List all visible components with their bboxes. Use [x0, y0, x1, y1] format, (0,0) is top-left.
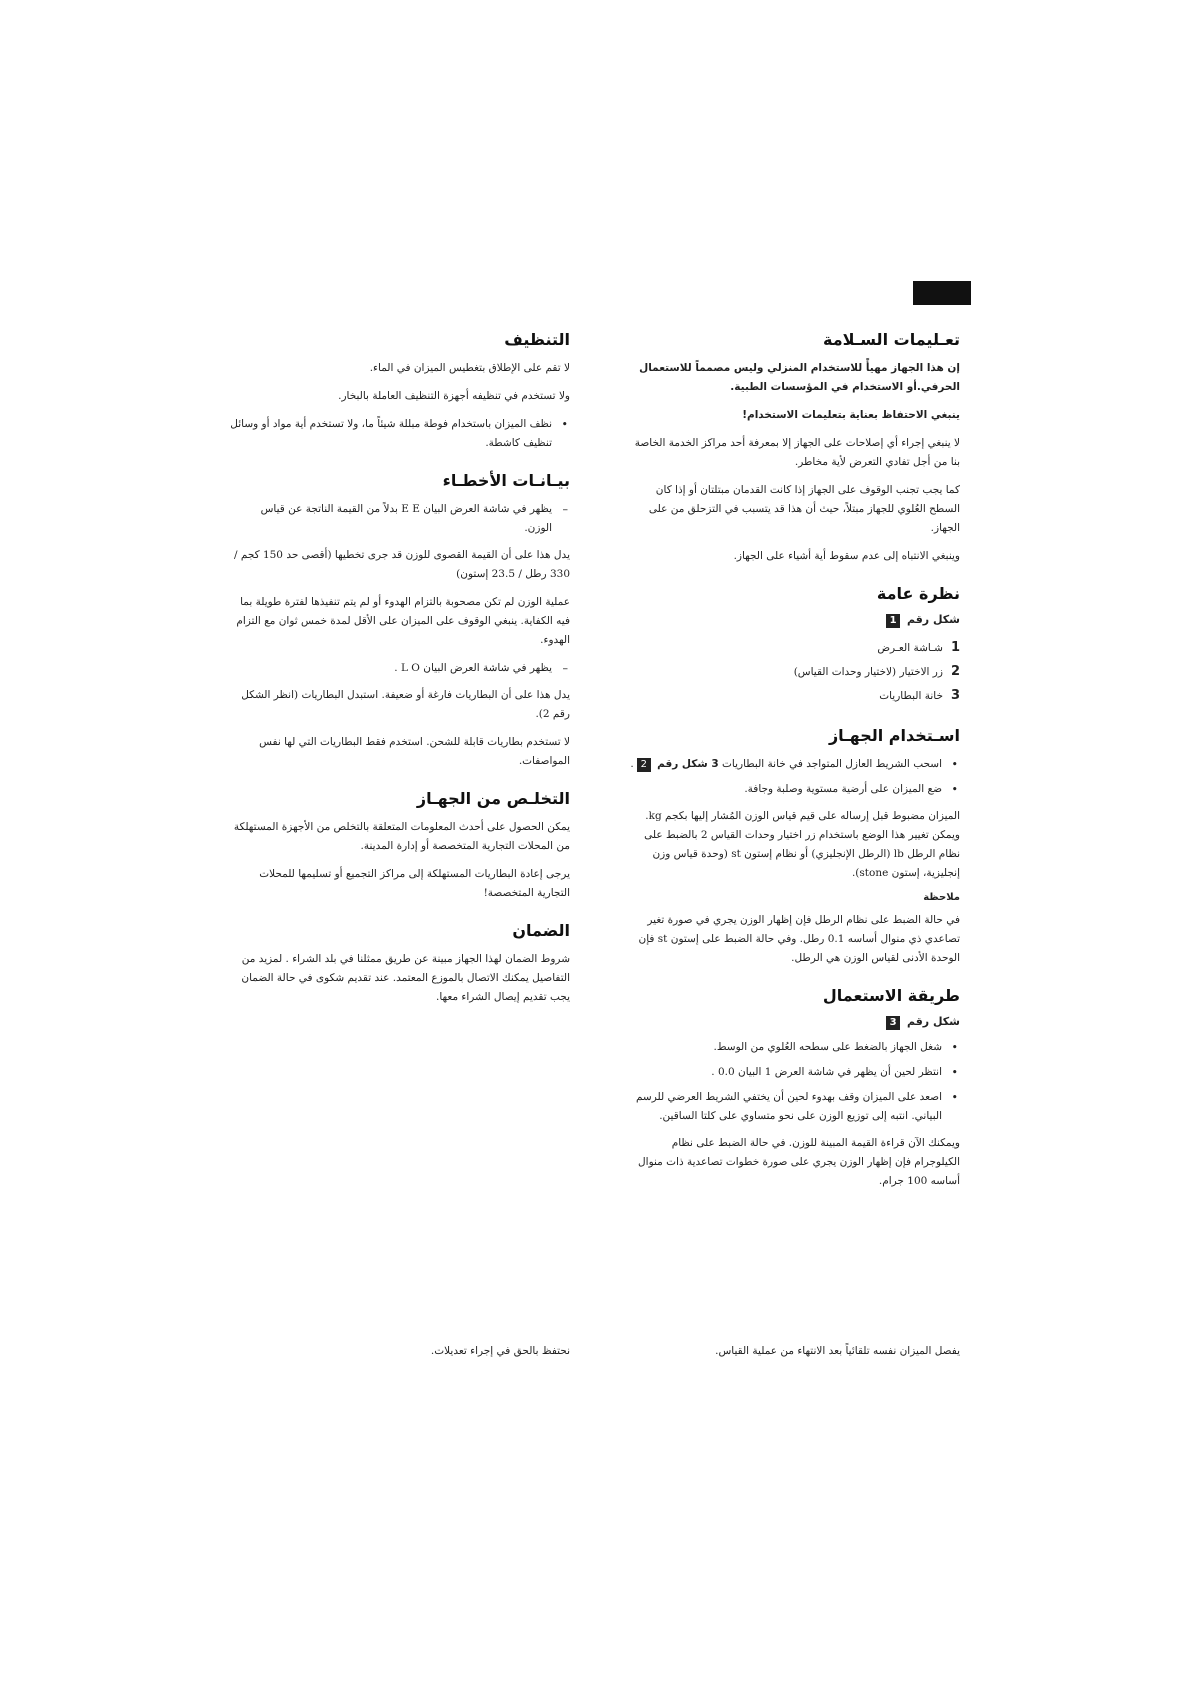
operation-paragraph: ويمكنك الآن قراءة القيمة المبينة للوزن. في حالة الضبط على نظام الكيلوجرام فإن إظهار الوزن يجري على صورة خطوات تصاعدية ذات منوال أساسه 100 جرام.: [638, 1137, 960, 1187]
operation-bullets: [625, 1038, 960, 1126]
cleaning-bullets: [230, 415, 570, 453]
disposal-paragraph: يمكن الحصول على أحدث المعلومات المتعلقة بالتخلص من الأجهزة المستهلكة من المحلات التجارية المتخصصة أو إدارة المدينة.: [233, 821, 570, 852]
list-item: – يظهر في شاشة العرض البيان E E بدلاً من القيمة الناتجة عن قياس الوزن.: [230, 500, 570, 538]
safety-intro: إن هذا الجهاز مهيأً للاستخدام المنزلي وليس مصمماً للاستعمال الحرفي.أو الاستخدام في المؤسسات الطبية.: [639, 362, 960, 393]
figure-number-box: 2: [637, 758, 651, 772]
list-item: • اسحب الشريط العازل المتواجد في خانة البطاريات 3 شكل رقم 2.: [625, 755, 960, 774]
list-item: • انتظر لحين أن يظهر في شاشة العرض 1 البيان 0.0 .: [625, 1063, 960, 1082]
errors-paragraph: عملية الوزن لم تكن مصحوبة بالتزام الهدوء أو لم يتم تنفيذها لفترة طويلة بما فيه الكفاية. ينبغي الوقوف على الميزان على الأقل لمدة خمس ثوان مع التزام الهدوء.: [236, 596, 570, 646]
safety-title: تعـليمات السـلامة: [823, 330, 960, 349]
safety-section: [625, 330, 960, 566]
safety-paragraph: وينبغي الانتباه إلى عدم سقوط أية أشياء على الجهاز.: [733, 550, 960, 562]
figure-number-box: 1: [886, 614, 900, 628]
disposal-title: التخلـص من الجهـاز: [416, 789, 570, 808]
usage-bullets: [625, 755, 960, 799]
list-item: • نظف الميزان باستخدام فوطة مبللة شيئاً ما، ولا تستخدم أية مواد أو وسائل تنظيف كاشطة.: [230, 415, 570, 453]
usage-paragraph: الميزان مضبوط قبل إرساله على قيم قياس الوزن المُشار إليها بكجم kg. ويمكن تغيير هذا الوضع باستخدام زر اختيار وحدات القياس 2 بالضبط على نظام الرطل lb (الرطل الإنجليزي) أو نظام إستون st (وحدة قياس وزن إنجليزية، إستون stone).: [644, 810, 960, 879]
errors-paragraph: لا تستخدم بطاريات قابلة للشحن. استخدم فقط البطاريات التي لها نفس المواصفات.: [259, 736, 570, 767]
disposal-paragraph: يرجى إعادة البطاريات المستهلكة إلى مراكز التجميع أو تسليمها للمحلات التجارية المتخصصة!: [259, 868, 570, 899]
cleaning-paragraph: لا تقم على الإطلاق بتغطيس الميزان في الماء.: [369, 362, 570, 374]
error-dash-list: [230, 659, 570, 678]
warranty-paragraph: شروط الضمان لهذا الجهاز مبينة عن طريق ممثلنا في بلد الشراء . لمزيد من التفاصيل يمكنك الاتصال بالموزع المعتمد. عند تقديم شكوى في حالة الضمان يجب تقديم إيصال الشراء معها.: [241, 953, 570, 1003]
list-item: • ضع الميزان على أرضية مستوية وصلبة وجافة.: [625, 780, 960, 799]
usage-title: اسـتخدام الجهـاز: [828, 726, 960, 745]
list-item: • اصعد على الميزان وقف بهدوء لحين أن يختفي الشريط العرضي للرسم البياني. انتبه إلى توزيع الوزن على نحو متساوي على كلتا الساقين.: [625, 1088, 960, 1126]
disposal-section: [230, 789, 570, 903]
figure-reference: [625, 613, 960, 628]
list-item: 2زر الاختيار (لاختيار وحدات القياس): [793, 664, 960, 679]
errors-section: [230, 471, 570, 771]
parts-list: [625, 636, 960, 708]
figure-reference: [625, 1015, 960, 1030]
figure-label: شكل رقم: [906, 1015, 960, 1028]
language-tab-marker: [913, 281, 971, 305]
operation-section: [625, 986, 960, 1191]
safety-warning: ينبغي الاحتفاظ بعناية بتعليمات الاستخدام!: [742, 409, 960, 421]
warranty-title: الضمان: [512, 921, 570, 940]
errors-paragraph: يدل هذا على أن القيمة القصوى للوزن قد جرى تخطيها (أقصى حد 150 كجم / 330 رطل / 23.5 إستون): [233, 549, 570, 580]
safety-paragraph: كما يجب تجنب الوقوف على الجهاز إذا كانت القدمان مبتلتان أو إذا كان السطح العُلوي للجهاز مبتلاً، حيث أن هذا قد يتسبب في التزحلق من على الجهاز.: [648, 484, 960, 534]
warranty-section: [230, 921, 570, 1007]
figure-number-box: 3: [886, 1016, 900, 1030]
overview-title: نظرة عامة: [876, 584, 960, 603]
right-column: [625, 330, 960, 1209]
modification-note: نحتفظ بالحق في إجراء تعديلات.: [430, 1345, 570, 1357]
safety-paragraph: لا ينبغي إجراء أي إصلاحات على الجهاز إلا بمعرفة أحد مراكز الخدمة الخاصة بنا من أجل تفادي التعرض لأية مخاطر.: [634, 437, 960, 468]
figure-label: شكل رقم: [906, 613, 960, 626]
operation-title: طريقة الاستعمال: [822, 986, 960, 1005]
cleaning-paragraph: ولا تستخدم في تنظيفه أجهزة التنظيف العاملة بالبخار.: [338, 390, 570, 402]
list-item: 1شـاشة العـرض: [877, 640, 960, 655]
note-text: في حالة الضبط على نظام الرطل فإن إظهار الوزن يجري في صورة تغير تصاعدي ذي منوال أساسه 0.1 رطل. وفي حالة الضبط على إستون st فإن الوحدة الأدنى لقياس الوزن هي الرطل.: [638, 914, 960, 964]
left-column: [230, 330, 570, 1025]
cleaning-section: [230, 330, 570, 453]
error-dash-list: [230, 500, 570, 538]
list-item: • شغل الجهاز بالضغط على سطحه العُلوي من الوسط.: [625, 1038, 960, 1057]
list-item: 3خانة البطاريات: [879, 688, 960, 703]
errors-paragraph: يدل هذا على أن البطاريات فارغة أو ضعيفة. استبدل البطاريات (انظر الشكل رقم 2).: [241, 689, 570, 720]
cleaning-title: التنظيف: [504, 330, 570, 349]
auto-off-note: يفصل الميزان نفسه تلقائياً بعد الانتهاء من عملية القياس.: [715, 1345, 960, 1357]
overview-section: [625, 584, 960, 708]
list-item: – يظهر في شاشة العرض البيان L O .: [230, 659, 570, 678]
errors-title: بيـانـات الأخطـاء: [442, 471, 570, 490]
usage-section: [625, 726, 960, 968]
note-heading: ملاحظة: [923, 892, 960, 903]
